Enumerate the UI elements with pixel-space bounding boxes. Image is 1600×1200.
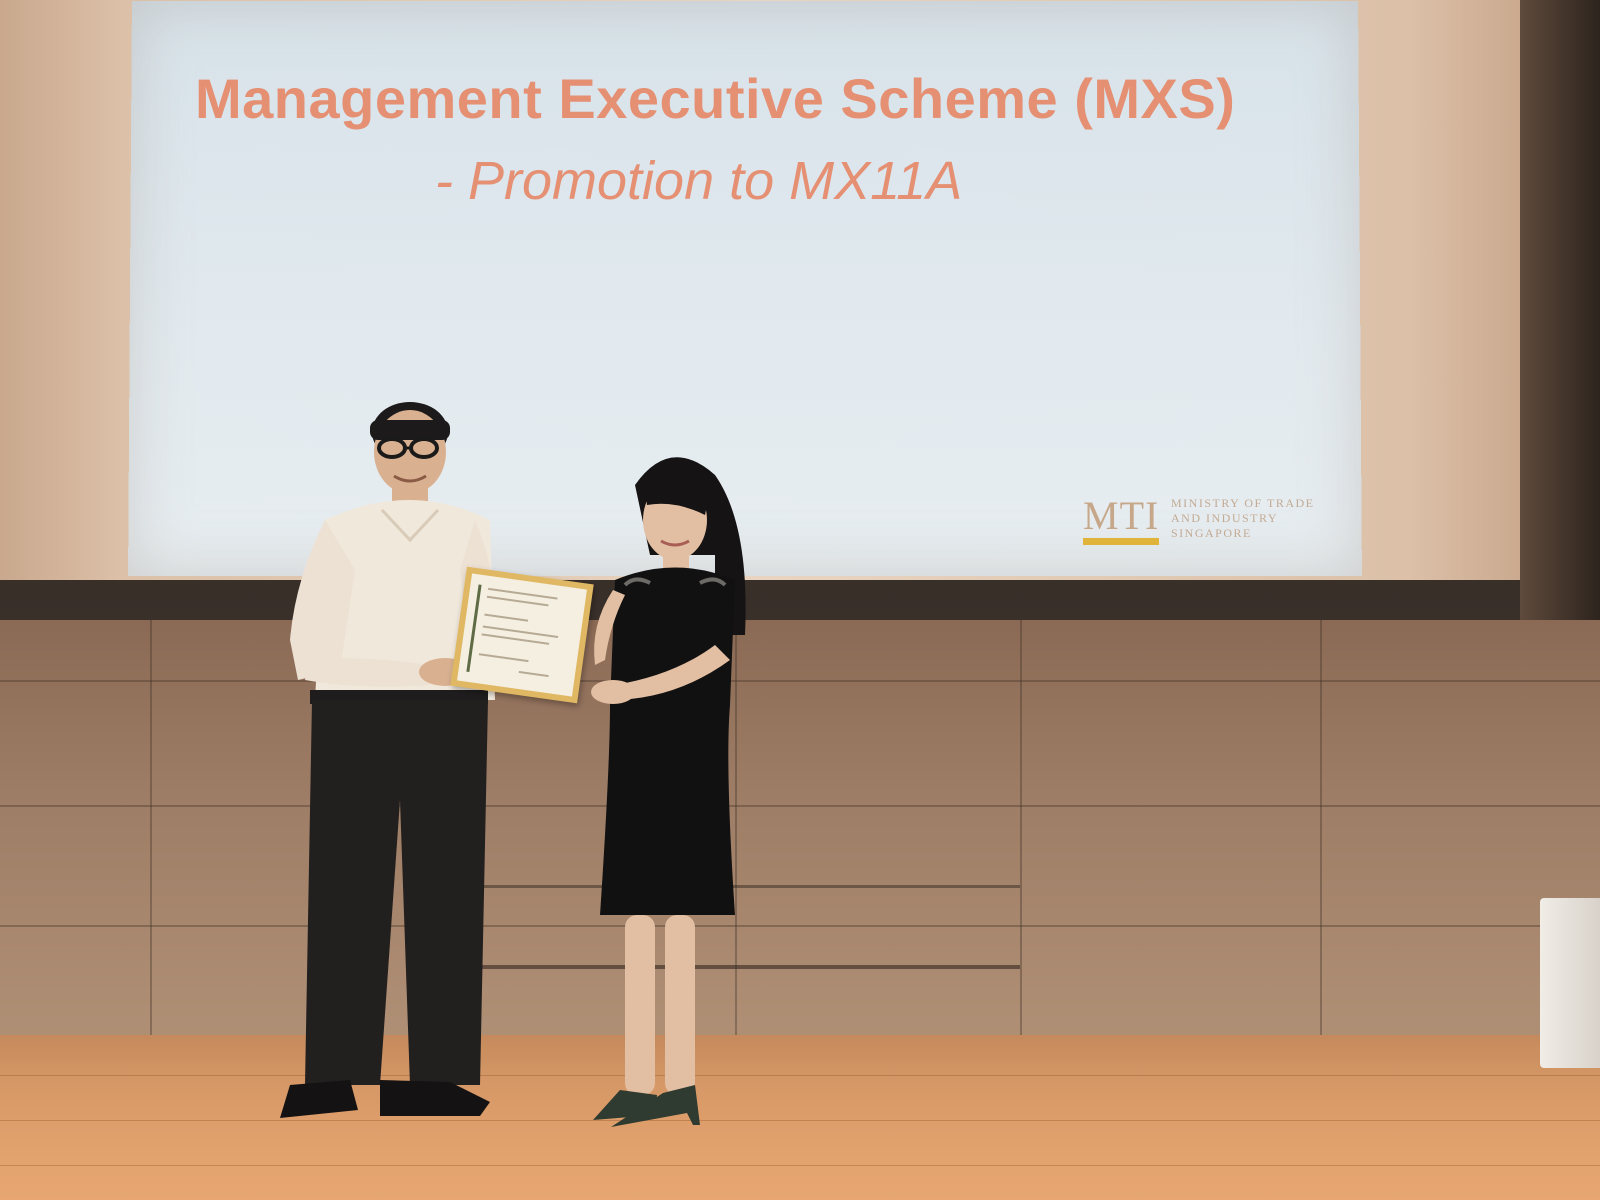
mti-logo [1083, 492, 1313, 552]
woman-figure [565, 445, 775, 1150]
slide-title: Management Executive Scheme (MXS) [195, 67, 1236, 130]
logo-line-1: MINISTRY OF TRADE [1171, 496, 1315, 510]
man-figure [270, 380, 510, 1150]
panel-seam [0, 805, 1600, 807]
panel-seam [150, 620, 152, 1060]
certificate-stripe [466, 584, 481, 672]
panel-seam [0, 925, 1600, 927]
panel-seam [1020, 620, 1022, 1060]
panel-seam [0, 680, 1600, 682]
panel-seam [1320, 620, 1322, 1060]
floor-plank-line [0, 1165, 1600, 1166]
slide-subtitle: - Promotion to MX11A [435, 151, 963, 211]
floor-plank-line [0, 1075, 1600, 1076]
stage-floor [0, 1035, 1600, 1200]
logo-mark: MTI [1083, 493, 1160, 538]
certificate-text-line [484, 614, 528, 622]
certificate-paper [457, 573, 587, 696]
stage-monitor [1540, 898, 1600, 1068]
certificate-text-line [479, 653, 529, 662]
logo-text [1171, 496, 1315, 541]
logo-line-2: AND INDUSTRY [1171, 511, 1279, 525]
certificate-frame [450, 567, 593, 704]
certificate-text-line [487, 596, 549, 607]
wooden-wall-panels [0, 620, 1600, 1060]
right-wall [1520, 0, 1600, 640]
floor-plank-line [0, 1120, 1600, 1121]
certificate-text-line [519, 671, 549, 677]
logo-bar [1083, 538, 1159, 545]
logo-line-3: SINGAPORE [1171, 526, 1252, 540]
